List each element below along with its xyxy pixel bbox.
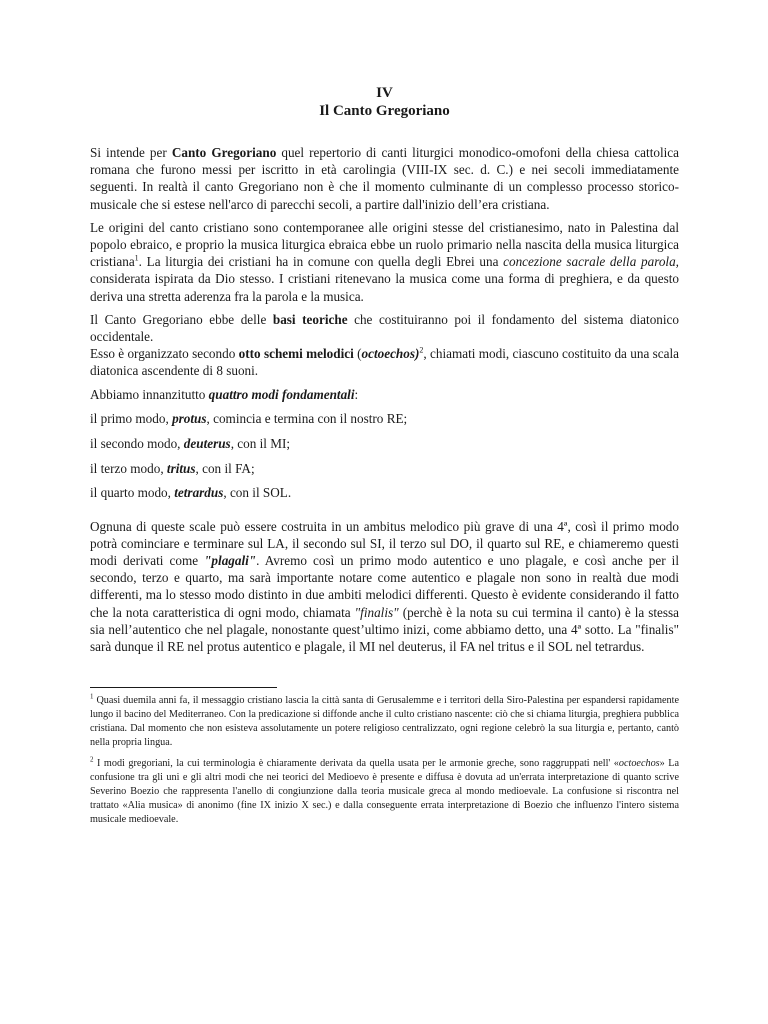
mode-item-tritus (90, 460, 679, 477)
chapter-title: Il Canto Gregoriano (319, 103, 450, 119)
paragraph-origins (90, 219, 679, 305)
text-run: Quasi duemila anni fa, il messaggio cristiano lascia la città santa di Gerusalemme e i territori della Siro-Palestina per espandersi rapidamente lungo il bacino del Mediterraneo. Con la predicazione si diffonde anche il culto cristiano nascente: ciò che si chiama liturgia, preghiera pubblica cristiana. Dal momento che non esisteva assolutamente un potere religioso centralizzato, ogni regione celebrò la sua liturgia e, pertanto, cantò nella propria lingua. (90, 695, 679, 748)
text-run: ( (353, 346, 362, 362)
text-run: Esso è organizzato secondo (90, 346, 239, 362)
footnote-1 (90, 694, 679, 749)
footnote-ref-2[interactable]: 2 (419, 345, 424, 355)
text-run: . La liturgia dei cristiani ha in comune con quella degli Ebrei una (138, 254, 504, 270)
text-run: Ognuna di queste scale può essere costruita in un ambitus melodico più grave di una 4ª, così il primo modo potrà cominciare e terminare sul LA, il secondo sul SI, il terzo sul DO, il quarto sul RE, e chiameremo questi modi derivati come (90, 518, 679, 569)
footnote-number: 2 (90, 756, 94, 765)
text-run: , chiamati modi, ciascuno costituito da una scala diatonica ascendente di 8 suoni. (90, 346, 680, 379)
text-run: I modi gregoriani, la cui terminologia è chiaramente derivata da quella usata per le armonie greche, sono raggruppati nell' « (93, 758, 619, 770)
text-run: il secondo modo, (90, 436, 184, 452)
paragraph-organization (90, 345, 679, 379)
term-canto-gregoriano: Canto Gregoriano (171, 145, 277, 160)
emphasis-concezione: concezione sacrale della parola, (503, 254, 679, 270)
paragraph-modes-intro (90, 386, 679, 403)
term-octoechos: octoechos) (361, 346, 420, 362)
term-plagali: "plagali" (204, 553, 257, 569)
text-run: . Avremo così un primo modo autentico e uno plagale, e così anche per il secondo, terzo e quarto, ma sarà importante notare come autentico e plagale non sono in realtà due modi differenti, ma lo stesso modo distinto in due ambiti melodici differenti. Questo è evidente considerando il fatto che la nota caratteristica di ogni modo, chiamata (90, 553, 679, 620)
mode-item-tetrardus (90, 484, 679, 501)
term-otto-schemi: otto schemi melodici (238, 346, 354, 362)
mode-name: tritus (166, 460, 196, 476)
text-run: , con il FA; (195, 460, 255, 476)
footnote-ref-1[interactable]: 1 (134, 253, 139, 263)
text-run: che costituiranno poi il fondamento del sistema diatonico occidentale. (90, 311, 679, 345)
text-run: Abbiamo innanzitutto (90, 386, 209, 402)
mode-item-protus (90, 410, 679, 427)
mode-name: tetrardus (174, 485, 224, 501)
footnote-divider (90, 687, 277, 688)
text-run: Si intende per (90, 145, 172, 160)
text-run: il terzo modo, (90, 460, 167, 476)
mode-item-deuterus (90, 435, 679, 452)
text-run: : (354, 386, 359, 402)
text-run: , comincia e termina con il nostro RE; (206, 411, 408, 427)
term-basi-teoriche: basi teoriche (272, 311, 348, 327)
text-run: Il Canto Gregoriano ebbe delle (90, 311, 273, 327)
paragraph-plagal (90, 518, 679, 656)
body-text (90, 144, 679, 655)
text-run: Le origini del canto cristiano sono contemporanee alle origini stesse del cristianesimo, nato in Palestina dal popolo ebraico, e proprio la musica liturgica ebraica ebbe un ruolo primario nella nascita della musica liturgica cristiana (90, 219, 679, 270)
text-run: considerata ispirata da Dio stesso. I cristiani ritenevano la musica come una forma di preghiera, e da questo deriva una stretta aderenza fra la parola e la musica. (90, 271, 679, 304)
text-run: , con il SOL. (223, 485, 292, 501)
mode-name: deuterus (183, 436, 231, 452)
footnote-2 (90, 757, 679, 826)
text-run: il quarto modo, (90, 485, 175, 501)
text-run: il primo modo, (90, 411, 173, 427)
term-finalis: "finalis" (354, 604, 399, 620)
text-run: (perchè è la nota su cui termina il canto) è la stessa sia nell’autentico che nel plagale, nonostante quest’ultimo inizi, come abbiamo detto, una 4ª sotto. La "finalis" sarà dunque il RE nel protus autentico e plagale, il MI nel deuterus, il FA nel tritus e il SOL nel tetrardus. (90, 604, 679, 655)
text-run: , con il MI; (230, 436, 291, 452)
chapter-number: IV (376, 85, 393, 101)
footnotes (90, 694, 679, 826)
paragraph-definition (90, 144, 679, 213)
footnote-number: 1 (90, 692, 94, 701)
term-quattro-modi: quattro modi fondamentali (208, 386, 355, 402)
paragraph-theory (90, 311, 679, 345)
term-octoechos-note: octoechos (618, 758, 660, 770)
text-run: » La confusione tra gli uni e gli altri modi che nei teorici del Medioevo è presente e diffusa è dovuta ad un'errata interpretazione di quanto scrive Severino Boezio che rappresenta l'anello di congiunzione dalla teoria musicale greca al mondo medioevale. La confusione si riscontra nel trattato «Alia musica» di anonimo (fine IX inizio X sec.) e dalla conseguente errata interpretazione di Boezio che influenzo l'intero sistema musicale medioevale. (90, 758, 679, 825)
mode-name: protus (172, 411, 207, 427)
text-run: quel repertorio di canti liturgici monodico-omofoni della chiesa cattolica romana che furono messi per iscritto in età carolingia (VIII-IX sec. d. C.) e nei secoli immediatamente seguenti. In realtà il canto Gregoriano non è che il momento culminante di un complesso processo storico-musicale che si estese nell'arco di parecchi secoli, a partire dall'inizio dell’era cristiana. (90, 145, 679, 212)
